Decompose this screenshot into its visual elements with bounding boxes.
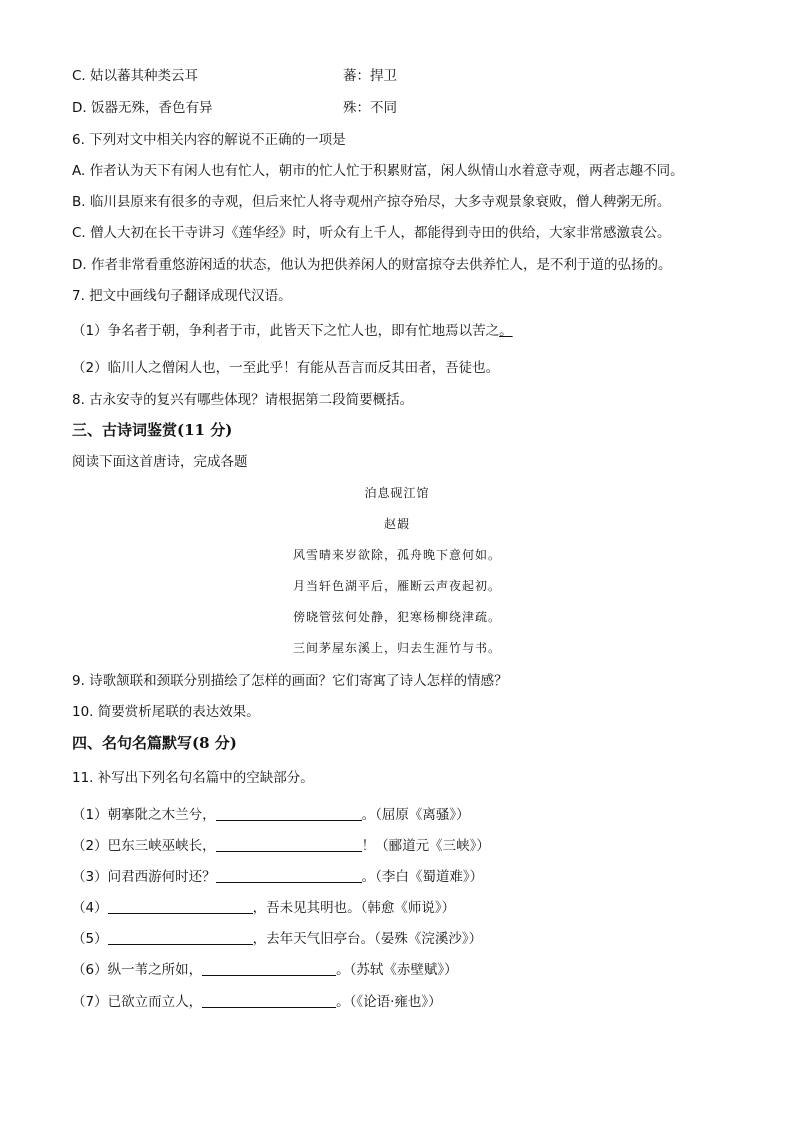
fill-item-3-suffix: 。（李白《蜀道难》）	[361, 869, 484, 885]
question-6-option-c: C. 僧人大初在长干寺讲习《莲华经》时，听众有上千人，都能得到寺田的供给，大家非常感激袁公。	[72, 225, 671, 241]
fill-blank-7[interactable]	[202, 992, 336, 1008]
option-d-gloss: 殊：不同	[343, 100, 397, 116]
fill-item-1	[72, 805, 470, 825]
fill-blank-5[interactable]	[108, 929, 253, 945]
option-d-text: D. 饭器无殊，香色有异	[72, 100, 213, 116]
fill-item-7-suffix: 。（《论语·雍也》）	[336, 994, 442, 1010]
fill-item-5-suffix: ，去年天气旧亭台。（晏殊《浣溪沙》）	[252, 931, 483, 947]
poem-title: 泊息砚江馆	[364, 486, 430, 500]
fill-item-5-prefix: （5）	[72, 931, 108, 947]
poem-line-1: 风雪晴来岁欲除，孤舟晚下意何如。	[292, 548, 501, 562]
fill-item-7-prefix: （7）已欲立而立人，	[72, 994, 203, 1010]
fill-item-1-prefix: （1）朝搴阰之木兰兮，	[72, 807, 216, 823]
fill-item-4-prefix: （4）	[72, 900, 108, 916]
fill-item-6	[72, 960, 458, 980]
fill-item-4	[72, 898, 455, 918]
fill-item-2	[72, 836, 490, 856]
section-3-title: 三、古诗词鉴赏(11 分)	[72, 421, 233, 439]
poem-line-4: 三间茅屋东溪上，归去生涯竹与书。	[292, 641, 501, 655]
sentence-1-end: 。	[499, 323, 513, 339]
fill-blank-2[interactable]	[216, 836, 362, 852]
fill-item-3-prefix: （3）问君西游何时还？	[72, 869, 216, 885]
fill-item-2-suffix: ！（郦道元《三峡》）	[361, 838, 490, 854]
section-4-title: 四、名句名篇默写(8 分)	[72, 734, 237, 752]
fill-item-4-suffix: ，吾未见其明也。（韩愈《师说》）	[252, 900, 456, 916]
question-11: 11. 补写出下列名句名篇中的空缺部分。	[72, 770, 314, 786]
fill-blank-1[interactable]	[216, 805, 362, 821]
fill-blank-4[interactable]	[108, 898, 253, 914]
fill-item-6-prefix: （6）纵一苇之所如，	[72, 962, 203, 978]
question-6-option-d: D. 作者非常看重悠游闲适的状态，他认为把供养闲人的财富掠夺去供养忙人，是不利于道的弘扬的。	[72, 257, 672, 273]
poem-line-3: 傍晓管弦何处静，犯寒杨柳绕津疏。	[292, 610, 501, 624]
option-c-gloss: 蕃：捍卫	[343, 68, 397, 84]
question-9: 9. 诗歌颔联和颈联分别描绘了怎样的画面？它们寄寓了诗人怎样的情感？	[72, 673, 508, 689]
fill-blank-6[interactable]	[202, 960, 336, 976]
sentence-1-text: （1）争名者于朝，争利者于市，此皆天下之忙人也，即有忙地焉以苦之	[72, 323, 500, 339]
option-c-text: C. 姑以蕃其种类云耳	[72, 68, 199, 84]
fill-item-7	[72, 992, 442, 1012]
fill-item-2-prefix: （2）巴东三峡巫峡长，	[72, 838, 216, 854]
fill-item-1-suffix: 。（屈原《离骚》）	[361, 807, 470, 823]
question-7-stem: 7. 把文中画线句子翻译成现代汉语。	[72, 288, 292, 304]
poem-line-2: 月当轩色湖平后，雁断云声夜起初。	[292, 579, 501, 593]
option-c-row	[72, 66, 198, 86]
question-6-option-b: B. 临川县原来有很多的寺观，但后来忙人将寺观州产掠夺殆尽，大多寺观景象衰败，僧人稗粥无所。	[72, 194, 671, 210]
fill-blank-3[interactable]	[216, 867, 362, 883]
question-8: 8. 古永安寺的复兴有哪些体现？请根据第二段简要概括。	[72, 392, 414, 408]
question-7-sentence-1	[72, 321, 513, 341]
fill-item-3	[72, 867, 483, 887]
poem-author: 赵嘏	[383, 517, 410, 531]
question-10: 10. 简要赏析尾联的表达效果。	[72, 704, 260, 720]
question-6-stem: 6. 下列对文中相关内容的解说不正确的一项是	[72, 132, 346, 148]
question-6-option-a: A. 作者认为天下有闲人也有忙人，朝市的忙人忙于积累财富，闲人纵情山水着意寺观，两者志趣不同。	[72, 163, 684, 179]
question-7-sentence-2: （2）临川人之僧闲人也，一至此乎！有能从吾言而反其田者，吾徒也。	[72, 360, 500, 376]
fill-item-6-suffix: 。（苏轼《赤壁赋》）	[336, 962, 458, 978]
fill-item-5	[72, 929, 482, 949]
section-3-intro: 阅读下面这首唐诗，完成各题	[72, 454, 248, 470]
